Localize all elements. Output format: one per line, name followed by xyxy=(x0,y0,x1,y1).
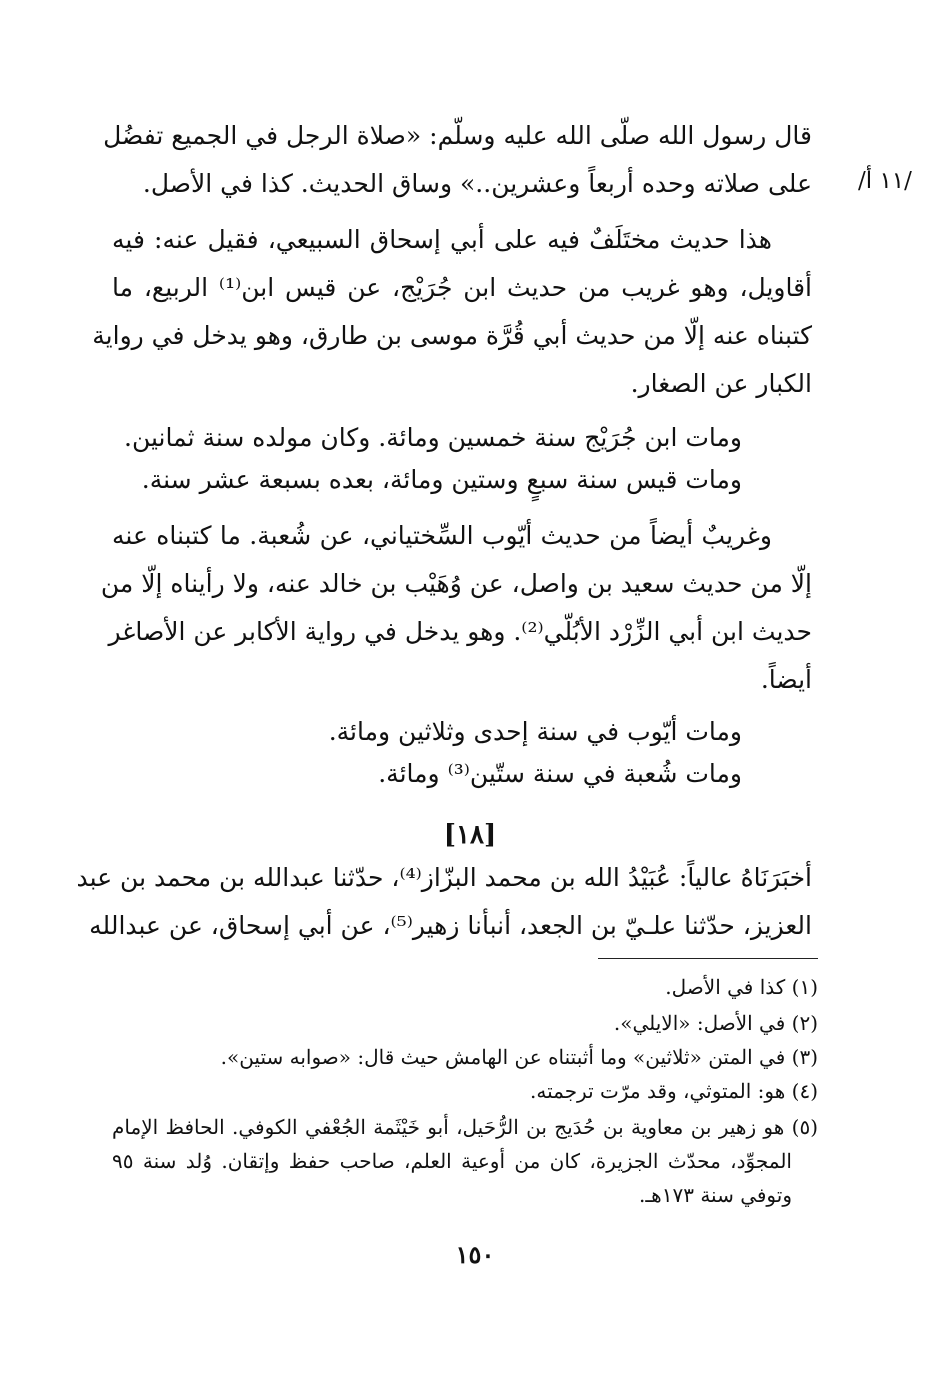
folio-marginal-note: /١١ أ/ xyxy=(858,168,912,194)
text-line: حديث ابن أبي الزِّرْد الأبُلّي⁽²⁾. وهو يدخل في رواية الأكابر عن الأصاغر xyxy=(108,617,812,646)
text-line: العزيز، حدّثنا علـيّ بن الجعد، أنبأنا زهير⁽⁵⁾، عن أبي إسحاق، عن عبدالله xyxy=(89,911,812,940)
footnote-continuation: وتوفي سنة ١٧٣هـ. xyxy=(638,1183,792,1207)
footnote-continuation: المجوِّد، محدّث الجزيرة، كان من أوعية العلم، صاحب حفظ وإتقان. وُلد سنة ٩٥ xyxy=(112,1149,792,1173)
text-line: هذا حديث مختَلَفٌ فيه على أبي إسحاق السبيعي، فقيل عنه: فيه xyxy=(112,225,772,254)
text-line: قال رسول الله صلّى الله عليه وسلّم: «صلاة الرجل في الجميع تفضُل xyxy=(103,121,812,150)
text-line: ومات شُعبة في سنة ستّين⁽³⁾ ومائة. xyxy=(378,759,742,788)
footnote: (١) كذا في الأصل. xyxy=(665,975,818,999)
text-line: ومات قيس سنة سبعٍ وستين ومائة، بعده بسبعة عشر سنة. xyxy=(141,465,742,494)
text-line: ومات ابن جُرَيْج سنة خمسين ومائة. وكان مولده سنة ثمانين. xyxy=(124,423,742,452)
text-line: أيضاً. xyxy=(760,665,812,694)
text-line: ومات أيّوب في سنة إحدى وثلاثين ومائة. xyxy=(328,717,742,746)
footnote: (٣) في المتن «ثلاثين» وما أثبتناه عن الهامش حيث قال: «صوابه ستين». xyxy=(220,1045,818,1069)
section-number: [١٨] xyxy=(443,820,497,850)
footnote: (٤) هو: المتوثي، وقد مرّت ترجمته. xyxy=(530,1079,818,1103)
footnote: (٥) هو زهير بن معاوية بن حُدَيج بن الرُّحَيل، أبو خَيْثَمة الجُعْفي الكوفي. الحافظ الإمام xyxy=(112,1115,818,1139)
footnote: (٢) في الأصل: «الايلي». xyxy=(613,1011,818,1035)
text-line: أقاويل، وهو غريب من حديث ابن جُرَيْج، عن قيس ابن⁽¹⁾ الربيع، ما xyxy=(112,273,812,302)
text-line: الكبار عن الصغار. xyxy=(630,369,812,398)
text-line: على صلاته وحده أربعاً وعشرين..» وساق الحديث. كذا في الأصل. xyxy=(142,169,812,198)
footnote-separator xyxy=(598,958,818,959)
text-line: وغريبٌ أيضاً من حديث أيّوب السِّختياني، عن شُعبة. ما كتبناه عنه xyxy=(112,521,772,550)
text-line: كتبناه عنه إلّا من حديث أبي قُرَّة موسى بن طارق، وهو يدخل في رواية xyxy=(92,321,812,350)
text-line: إلّا من حديث سعيد بن واصل، عن وُهَيْب بن خالد عنه، ولا رأيناه إلّا من xyxy=(100,569,812,598)
text-line: أخبَرَنَاهُ عالياً: عُبَيْدُ الله بن محمد البزّاز⁽⁴⁾، حدّثنا عبدالله بن محمد بن عبد xyxy=(76,863,812,892)
page-number: ١٥٠ xyxy=(455,1240,495,1269)
